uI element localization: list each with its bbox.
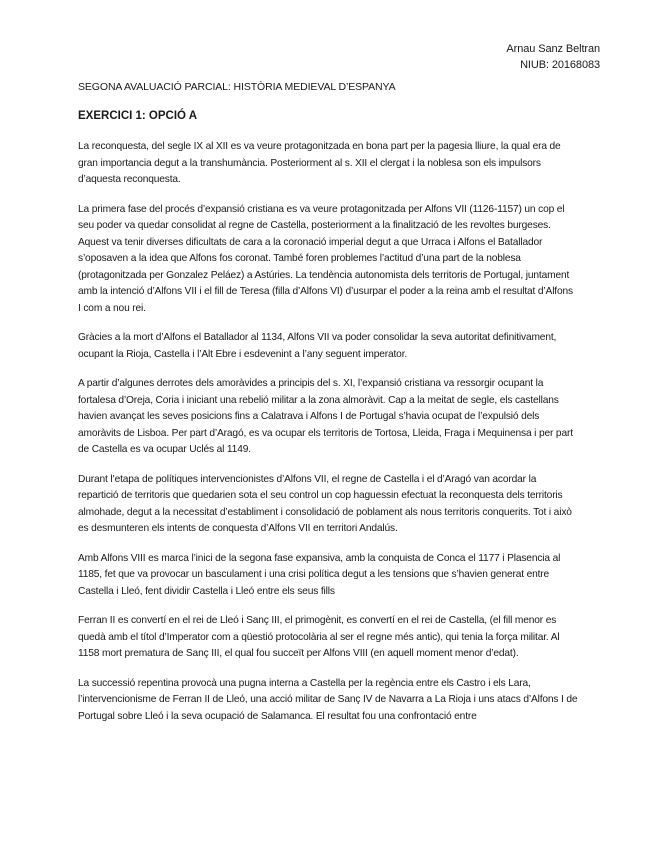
paragraph: Durant l’etapa de polítiques intervencionistes d’Alfons VII, el regne de Castella i el d’Aragó van acordar la repartició de territoris que quedarien sota el seu control un cop haguessin efectuat la reconquesta dels territoris almohade, degut a la necessitat d’establiment i consolidació de poblament als nous territoris conquerits. Tot i això es desmunteren els intents de conquesta d’Alfons VII en territori Andalús. [78, 473, 572, 534]
paragraph: La successió repentina provocà una pugna interna a Castella per la regència entre els Castro i els Lara, l’intervencionisme de Ferran II de Lleó, una acció militar de Sanç IV de Navarra a La Rioja i uns atacs d’Alfons I de Portugal sobre Lleó i la seva ocupació de Salamanca. El resultat fou una confrontació entre [78, 677, 578, 722]
section-heading: EXERCICI 1: OPCIÓ A [78, 110, 198, 122]
paragraph: La reconquesta, del segle IX al XII es va veure protagonitzada en bona part per la pagesia lliure, la qual era de gran importancia degut a la transhumància. Posteriorment al s. XII el clergat i la noblesa son els impulsors d’aquesta reconquesta. [78, 141, 561, 185]
paragraph: Gràcies a la mort d’Alfons el Batallador al 1134, Alfons VII va poder consolidar la seva autoritat definitivament, ocupant la Rioja, Castella i l’Alt Ebre i esdevenint a l’any seguent imperator. [78, 332, 557, 360]
paragraph: A partir d’algunes derrotes dels amoràvides a principis del s. XI, l’expansió cristiana va ressorgir ocupant la fortalesa d’Oreja, Coria i iniciant una rebelió militar a la zona almoràvit. Cap a la meitat de segle, els castellans havien avançat les seves posicions fins a Calatrava i Alfons I de Portugal s’havia ocupat de l’expulsió dels amoràvits de Lisboa. Per part d’Aragó, es va ocupar els territoris de Tortosa, Lleida, Fraga i Mequinensa i per part de Castella es va ocupar Uclés al 1149. [78, 378, 573, 455]
author-block [506, 41, 600, 73]
student-id: NIUB: 20168083 [520, 59, 600, 71]
paragraph: La primera fase del procés d’expansió cristiana es va veure protagonitzada per Alfons VII (1126-1157) un cop el seu poder va quedar consolidat al regne de Castella, posteriorment a la finalització de les revoltes burgeses. Aquest va tenir diverses dificultats de cara a la coronació imperial degut a que Urraca i Alfons el Batallador s’oposaven a la idea que Alfons fos coronat. També foren problemes l’actitud d’una part de la noblesa (protagonitzada per Gonzalez Peláez) a Astúries. La tendència autonomista dels territoris de Portugal, juntament amb la intenció d’Alfons VII i el fill de Teresa (filla d’Alfons VI) d’usurpar el poder a la reina amb el resultat d’Alfons I com a nou rei. [78, 203, 573, 314]
document-body [78, 139, 578, 738]
paragraph: Amb Alfons VIII es marca l’inici de la segona fase expansiva, amb la conquista de Conca el 1177 i Plasencia al 1185, fet que va provocar un basculament i una crisi política degut a les tensions que s’havien generat entre Castella i Lleó, fent dividir Castella i Lleó entre els seus fills [78, 552, 561, 597]
document-title: SEGONA AVALUACIÓ PARCIAL: HISTÒRIA MEDIEVAL D’ESPANYA [78, 81, 396, 93]
paragraph: Ferran II es convertí en el rei de Lleó i Sanç III, el primogènit, es convertí en el rei de Castella, (el fill menor es quedà amb el títol d’Imperator com a qüestió protocolària al ser el regne més antic), qui tenia la força militar. Al 1158 mort prematura de Sanç III, el qual fou succeït per Alfons VIII (en aquell moment menor d’edat). [78, 615, 560, 659]
author-name: Arnau Sanz Beltran [506, 43, 600, 55]
